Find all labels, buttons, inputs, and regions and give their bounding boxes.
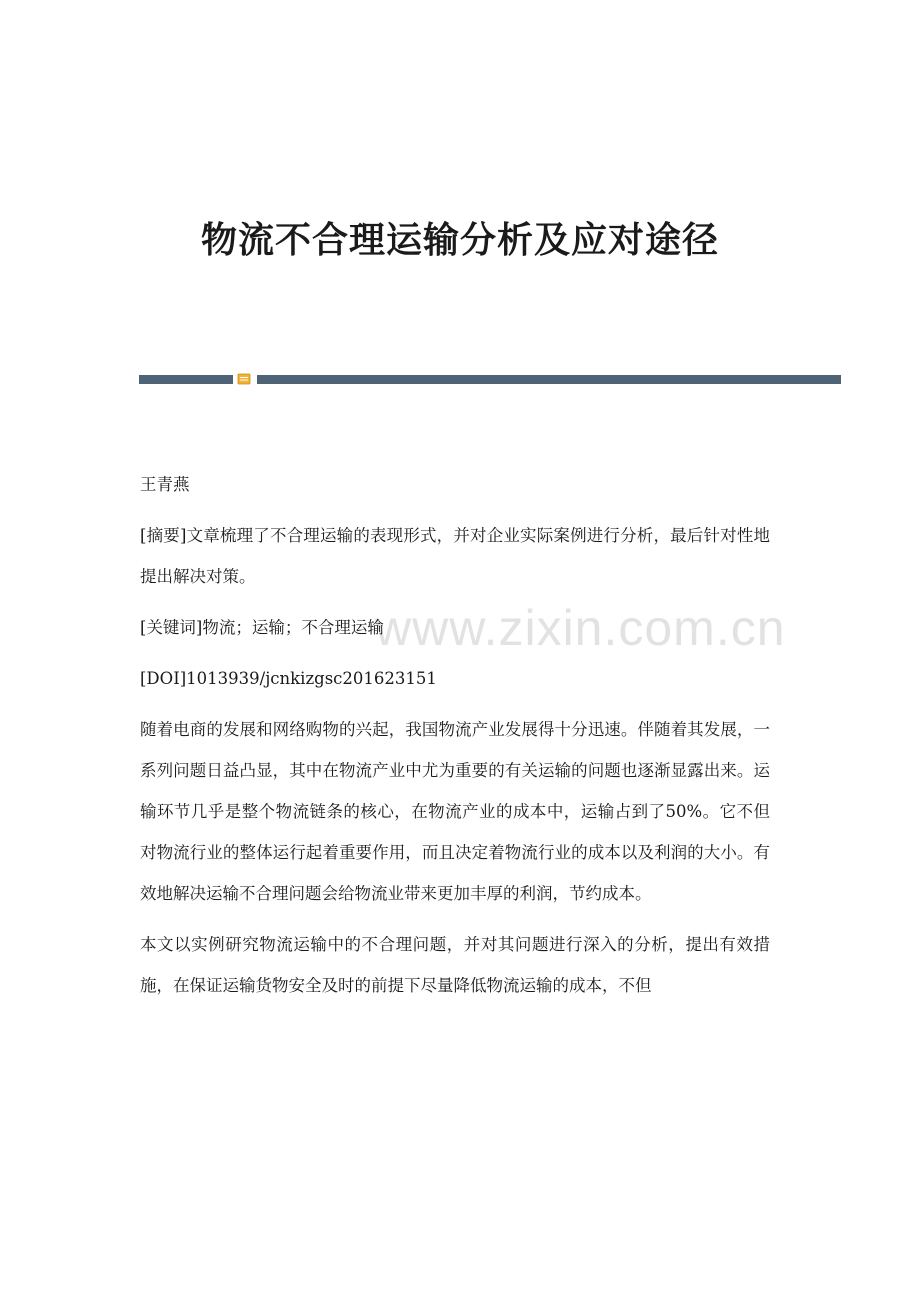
body-paragraph-1: 随着电商的发展和网络购物的兴起，我国物流产业发展得十分迅速。伴随着其发展，一系列问题日益凸显，其中在物流产业中尤为重要的有关运输的问题也逐渐显露出来。运输环节几乎是整个物流链条的核心，在物流产业的成本中，运输占到了50%。它不但对物流行业的整体运行起着重要作用，而且决定着物流行业的成本以及利润的大小。有效地解决运输不合理问题会给物流业带来更加丰厚的利润，节约成本。 [140,720,770,903]
envelope-icon [237,372,251,386]
body-paragraph-2: 本文以实例研究物流运输中的不合理问题，并对其问题进行深入的分析，提出有效措施，在保证运输货物安全及时的前提下尽量降低物流运输的成本，不但 [140,935,770,995]
document-title: 物流不合理运输分析及应对途径 [200,219,719,261]
keywords: [关键词]物流；运输；不合理运输 [140,618,384,637]
document-body [140,464,770,1006]
doi: [DOI]1013939/jcnkizgsc201623151 [140,669,437,688]
divider-bar-left [139,375,233,384]
abstract: [摘要]文章梳理了不合理运输的表现形式，并对企业实际案例进行分析，最后针对性地提出解决对策。 [140,526,770,586]
author: 王青燕 [140,475,190,494]
watermark: www.zixin.com.cn [375,600,786,656]
divider-bar-right [257,375,841,384]
title-divider [139,375,841,384]
